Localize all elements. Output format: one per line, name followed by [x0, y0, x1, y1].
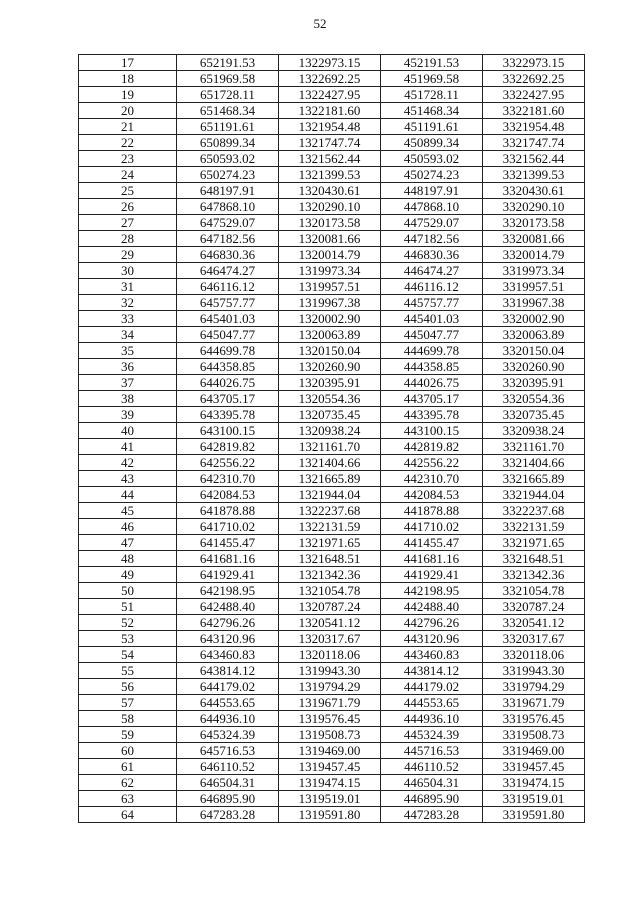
- y1-coordinate-cell: 1320260.90: [279, 359, 381, 375]
- point-number-cell: 29: [79, 247, 177, 263]
- table-row: [79, 663, 585, 679]
- x2-coordinate-cell: 447283.28: [381, 807, 483, 823]
- y2-coordinate-cell: 3321954.48: [483, 119, 585, 135]
- table-row: [79, 615, 585, 631]
- x2-coordinate-cell: 452191.53: [381, 55, 483, 71]
- y2-coordinate-cell: 3320260.90: [483, 359, 585, 375]
- point-number-cell: 41: [79, 439, 177, 455]
- x1-coordinate-cell: 646830.36: [177, 247, 279, 263]
- y2-coordinate-cell: 3322131.59: [483, 519, 585, 535]
- table-row: [79, 551, 585, 567]
- point-number-cell: 48: [79, 551, 177, 567]
- x1-coordinate-cell: 641710.02: [177, 519, 279, 535]
- table-row: [79, 263, 585, 279]
- x1-coordinate-cell: 646895.90: [177, 791, 279, 807]
- x2-coordinate-cell: 450274.23: [381, 167, 483, 183]
- point-number-cell: 58: [79, 711, 177, 727]
- y1-coordinate-cell: 1321054.78: [279, 583, 381, 599]
- y1-coordinate-cell: 1319508.73: [279, 727, 381, 743]
- point-number-cell: 62: [79, 775, 177, 791]
- y2-coordinate-cell: 3320541.12: [483, 615, 585, 631]
- table-row: [79, 631, 585, 647]
- y2-coordinate-cell: 3319973.34: [483, 263, 585, 279]
- y2-coordinate-cell: 3320081.66: [483, 231, 585, 247]
- y1-coordinate-cell: 1320938.24: [279, 423, 381, 439]
- y1-coordinate-cell: 1322181.60: [279, 103, 381, 119]
- y2-coordinate-cell: 3320014.79: [483, 247, 585, 263]
- x1-coordinate-cell: 644026.75: [177, 375, 279, 391]
- y1-coordinate-cell: 1321161.70: [279, 439, 381, 455]
- y1-coordinate-cell: 1320554.36: [279, 391, 381, 407]
- y1-coordinate-cell: 1321971.65: [279, 535, 381, 551]
- table-row: [79, 311, 585, 327]
- x1-coordinate-cell: 647868.10: [177, 199, 279, 215]
- table-row: [79, 791, 585, 807]
- point-number-cell: 18: [79, 71, 177, 87]
- table-row: [79, 359, 585, 375]
- y1-coordinate-cell: 1322973.15: [279, 55, 381, 71]
- point-number-cell: 45: [79, 503, 177, 519]
- y2-coordinate-cell: 3321971.65: [483, 535, 585, 551]
- table-row: [79, 391, 585, 407]
- table-row: [79, 327, 585, 343]
- table-row: [79, 471, 585, 487]
- point-number-cell: 38: [79, 391, 177, 407]
- x2-coordinate-cell: 446830.36: [381, 247, 483, 263]
- x1-coordinate-cell: 651728.11: [177, 87, 279, 103]
- x2-coordinate-cell: 446474.27: [381, 263, 483, 279]
- y1-coordinate-cell: 1321648.51: [279, 551, 381, 567]
- point-number-cell: 33: [79, 311, 177, 327]
- coordinates-table-body: [79, 55, 585, 823]
- table-row: [79, 455, 585, 471]
- y2-coordinate-cell: 3320735.45: [483, 407, 585, 423]
- x2-coordinate-cell: 451728.11: [381, 87, 483, 103]
- table-row: [79, 423, 585, 439]
- x1-coordinate-cell: 642198.95: [177, 583, 279, 599]
- y2-coordinate-cell: 3319469.00: [483, 743, 585, 759]
- y2-coordinate-cell: 3322973.15: [483, 55, 585, 71]
- y1-coordinate-cell: 1321404.66: [279, 455, 381, 471]
- point-number-cell: 37: [79, 375, 177, 391]
- point-number-cell: 35: [79, 343, 177, 359]
- y2-coordinate-cell: 3319671.79: [483, 695, 585, 711]
- table-row: [79, 535, 585, 551]
- y1-coordinate-cell: 1319957.51: [279, 279, 381, 295]
- y2-coordinate-cell: 3322427.95: [483, 87, 585, 103]
- table-row: [79, 743, 585, 759]
- y1-coordinate-cell: 1320118.06: [279, 647, 381, 663]
- x2-coordinate-cell: 442556.22: [381, 455, 483, 471]
- point-number-cell: 46: [79, 519, 177, 535]
- point-number-cell: 22: [79, 135, 177, 151]
- point-number-cell: 50: [79, 583, 177, 599]
- point-number-cell: 52: [79, 615, 177, 631]
- table-row: [79, 215, 585, 231]
- x1-coordinate-cell: 642084.53: [177, 487, 279, 503]
- table-row: [79, 55, 585, 71]
- y2-coordinate-cell: 3319967.38: [483, 295, 585, 311]
- y1-coordinate-cell: 1320541.12: [279, 615, 381, 631]
- y2-coordinate-cell: 3320554.36: [483, 391, 585, 407]
- table-row: [79, 231, 585, 247]
- table-row: [79, 519, 585, 535]
- point-number-cell: 23: [79, 151, 177, 167]
- y1-coordinate-cell: 1319671.79: [279, 695, 381, 711]
- table-row: [79, 71, 585, 87]
- table-row: [79, 439, 585, 455]
- y1-coordinate-cell: 1319591.80: [279, 807, 381, 823]
- x1-coordinate-cell: 645401.03: [177, 311, 279, 327]
- x1-coordinate-cell: 642796.26: [177, 615, 279, 631]
- point-number-cell: 27: [79, 215, 177, 231]
- y1-coordinate-cell: 1321665.89: [279, 471, 381, 487]
- table-row: [79, 87, 585, 103]
- x1-coordinate-cell: 644553.65: [177, 695, 279, 711]
- x1-coordinate-cell: 647529.07: [177, 215, 279, 231]
- table-row: [79, 103, 585, 119]
- point-number-cell: 17: [79, 55, 177, 71]
- table-row: [79, 407, 585, 423]
- point-number-cell: 40: [79, 423, 177, 439]
- x2-coordinate-cell: 446504.31: [381, 775, 483, 791]
- x1-coordinate-cell: 642310.70: [177, 471, 279, 487]
- x1-coordinate-cell: 643120.96: [177, 631, 279, 647]
- y1-coordinate-cell: 1320317.67: [279, 631, 381, 647]
- x2-coordinate-cell: 441929.41: [381, 567, 483, 583]
- x2-coordinate-cell: 446895.90: [381, 791, 483, 807]
- x2-coordinate-cell: 444026.75: [381, 375, 483, 391]
- table-row: [79, 343, 585, 359]
- point-number-cell: 49: [79, 567, 177, 583]
- x1-coordinate-cell: 643100.15: [177, 423, 279, 439]
- point-number-cell: 54: [79, 647, 177, 663]
- x1-coordinate-cell: 650593.02: [177, 151, 279, 167]
- x2-coordinate-cell: 444358.85: [381, 359, 483, 375]
- x1-coordinate-cell: 643705.17: [177, 391, 279, 407]
- table-row: [79, 679, 585, 695]
- x2-coordinate-cell: 441710.02: [381, 519, 483, 535]
- y2-coordinate-cell: 3319794.29: [483, 679, 585, 695]
- y1-coordinate-cell: 1320081.66: [279, 231, 381, 247]
- x1-coordinate-cell: 641455.47: [177, 535, 279, 551]
- y2-coordinate-cell: 3321562.44: [483, 151, 585, 167]
- table-row: [79, 503, 585, 519]
- table-row: [79, 599, 585, 615]
- y2-coordinate-cell: 3321399.53: [483, 167, 585, 183]
- point-number-cell: 25: [79, 183, 177, 199]
- table-row: [79, 295, 585, 311]
- point-number-cell: 39: [79, 407, 177, 423]
- point-number-cell: 59: [79, 727, 177, 743]
- point-number-cell: 56: [79, 679, 177, 695]
- table-row: [79, 775, 585, 791]
- y1-coordinate-cell: 1320173.58: [279, 215, 381, 231]
- x2-coordinate-cell: 444179.02: [381, 679, 483, 695]
- page-number: 52: [313, 16, 327, 31]
- x1-coordinate-cell: 641878.88: [177, 503, 279, 519]
- x2-coordinate-cell: 441681.16: [381, 551, 483, 567]
- x1-coordinate-cell: 646504.31: [177, 775, 279, 791]
- x1-coordinate-cell: 643814.12: [177, 663, 279, 679]
- y1-coordinate-cell: 1319469.00: [279, 743, 381, 759]
- x2-coordinate-cell: 444936.10: [381, 711, 483, 727]
- point-number-cell: 64: [79, 807, 177, 823]
- x1-coordinate-cell: 646110.52: [177, 759, 279, 775]
- y1-coordinate-cell: 1320735.45: [279, 407, 381, 423]
- table-row: [79, 375, 585, 391]
- x2-coordinate-cell: 451468.34: [381, 103, 483, 119]
- y2-coordinate-cell: 3320002.90: [483, 311, 585, 327]
- x1-coordinate-cell: 642556.22: [177, 455, 279, 471]
- y2-coordinate-cell: 3320395.91: [483, 375, 585, 391]
- x2-coordinate-cell: 445716.53: [381, 743, 483, 759]
- x2-coordinate-cell: 441455.47: [381, 535, 483, 551]
- y1-coordinate-cell: 1321954.48: [279, 119, 381, 135]
- table-row: [79, 247, 585, 263]
- x1-coordinate-cell: 641681.16: [177, 551, 279, 567]
- point-number-cell: 43: [79, 471, 177, 487]
- x2-coordinate-cell: 442796.26: [381, 615, 483, 631]
- table-row: [79, 647, 585, 663]
- x2-coordinate-cell: 447182.56: [381, 231, 483, 247]
- y1-coordinate-cell: 1319457.45: [279, 759, 381, 775]
- y1-coordinate-cell: 1321399.53: [279, 167, 381, 183]
- y2-coordinate-cell: 3319474.15: [483, 775, 585, 791]
- x2-coordinate-cell: 450899.34: [381, 135, 483, 151]
- x2-coordinate-cell: 442198.95: [381, 583, 483, 599]
- x1-coordinate-cell: 641929.41: [177, 567, 279, 583]
- x1-coordinate-cell: 646116.12: [177, 279, 279, 295]
- x2-coordinate-cell: 442819.82: [381, 439, 483, 455]
- coordinates-table: [78, 54, 585, 823]
- x2-coordinate-cell: 451191.61: [381, 119, 483, 135]
- x1-coordinate-cell: 651468.34: [177, 103, 279, 119]
- y1-coordinate-cell: 1319794.29: [279, 679, 381, 695]
- point-number-cell: 32: [79, 295, 177, 311]
- y1-coordinate-cell: 1322692.25: [279, 71, 381, 87]
- point-number-cell: 26: [79, 199, 177, 215]
- y1-coordinate-cell: 1320787.24: [279, 599, 381, 615]
- x1-coordinate-cell: 645757.77: [177, 295, 279, 311]
- x2-coordinate-cell: 443100.15: [381, 423, 483, 439]
- y2-coordinate-cell: 3321944.04: [483, 487, 585, 503]
- x1-coordinate-cell: 644358.85: [177, 359, 279, 375]
- x2-coordinate-cell: 447529.07: [381, 215, 483, 231]
- x2-coordinate-cell: 445047.77: [381, 327, 483, 343]
- y2-coordinate-cell: 3319576.45: [483, 711, 585, 727]
- x1-coordinate-cell: 642488.40: [177, 599, 279, 615]
- x2-coordinate-cell: 448197.91: [381, 183, 483, 199]
- y1-coordinate-cell: 1320150.04: [279, 343, 381, 359]
- y1-coordinate-cell: 1319943.30: [279, 663, 381, 679]
- x2-coordinate-cell: 450593.02: [381, 151, 483, 167]
- x2-coordinate-cell: 443120.96: [381, 631, 483, 647]
- point-number-cell: 51: [79, 599, 177, 615]
- y2-coordinate-cell: 3320938.24: [483, 423, 585, 439]
- point-number-cell: 57: [79, 695, 177, 711]
- y2-coordinate-cell: 3321648.51: [483, 551, 585, 567]
- y2-coordinate-cell: 3322237.68: [483, 503, 585, 519]
- y2-coordinate-cell: 3321342.36: [483, 567, 585, 583]
- y1-coordinate-cell: 1320063.89: [279, 327, 381, 343]
- x1-coordinate-cell: 652191.53: [177, 55, 279, 71]
- y2-coordinate-cell: 3320063.89: [483, 327, 585, 343]
- x2-coordinate-cell: 446116.12: [381, 279, 483, 295]
- y2-coordinate-cell: 3319508.73: [483, 727, 585, 743]
- x1-coordinate-cell: 644179.02: [177, 679, 279, 695]
- x1-coordinate-cell: 642819.82: [177, 439, 279, 455]
- point-number-cell: 44: [79, 487, 177, 503]
- table-row: [79, 727, 585, 743]
- x2-coordinate-cell: 445324.39: [381, 727, 483, 743]
- y1-coordinate-cell: 1319973.34: [279, 263, 381, 279]
- x2-coordinate-cell: 443395.78: [381, 407, 483, 423]
- x2-coordinate-cell: 447868.10: [381, 199, 483, 215]
- y2-coordinate-cell: 3320317.67: [483, 631, 585, 647]
- x2-coordinate-cell: 446110.52: [381, 759, 483, 775]
- x2-coordinate-cell: 451969.58: [381, 71, 483, 87]
- x1-coordinate-cell: 650274.23: [177, 167, 279, 183]
- point-number-cell: 63: [79, 791, 177, 807]
- y1-coordinate-cell: 1321747.74: [279, 135, 381, 151]
- x2-coordinate-cell: 443814.12: [381, 663, 483, 679]
- table-row: [79, 279, 585, 295]
- x2-coordinate-cell: 443705.17: [381, 391, 483, 407]
- point-number-cell: 36: [79, 359, 177, 375]
- y1-coordinate-cell: 1322131.59: [279, 519, 381, 535]
- y1-coordinate-cell: 1321944.04: [279, 487, 381, 503]
- x2-coordinate-cell: 442488.40: [381, 599, 483, 615]
- point-number-cell: 55: [79, 663, 177, 679]
- y2-coordinate-cell: 3320430.61: [483, 183, 585, 199]
- y2-coordinate-cell: 3320290.10: [483, 199, 585, 215]
- table-row: [79, 135, 585, 151]
- table-row: [79, 119, 585, 135]
- y2-coordinate-cell: 3319957.51: [483, 279, 585, 295]
- x1-coordinate-cell: 645716.53: [177, 743, 279, 759]
- y1-coordinate-cell: 1320290.10: [279, 199, 381, 215]
- x2-coordinate-cell: 444699.78: [381, 343, 483, 359]
- x1-coordinate-cell: 644699.78: [177, 343, 279, 359]
- y2-coordinate-cell: 3320787.24: [483, 599, 585, 615]
- y1-coordinate-cell: 1322237.68: [279, 503, 381, 519]
- y1-coordinate-cell: 1320014.79: [279, 247, 381, 263]
- y2-coordinate-cell: 3320118.06: [483, 647, 585, 663]
- point-number-cell: 28: [79, 231, 177, 247]
- y1-coordinate-cell: 1319474.15: [279, 775, 381, 791]
- y1-coordinate-cell: 1320395.91: [279, 375, 381, 391]
- y1-coordinate-cell: 1320430.61: [279, 183, 381, 199]
- x1-coordinate-cell: 647182.56: [177, 231, 279, 247]
- x1-coordinate-cell: 643395.78: [177, 407, 279, 423]
- point-number-cell: 19: [79, 87, 177, 103]
- y2-coordinate-cell: 3320173.58: [483, 215, 585, 231]
- point-number-cell: 31: [79, 279, 177, 295]
- y1-coordinate-cell: 1319576.45: [279, 711, 381, 727]
- table-row: [79, 567, 585, 583]
- y2-coordinate-cell: 3321404.66: [483, 455, 585, 471]
- y2-coordinate-cell: 3319457.45: [483, 759, 585, 775]
- point-number-cell: 34: [79, 327, 177, 343]
- x2-coordinate-cell: 441878.88: [381, 503, 483, 519]
- y2-coordinate-cell: 3319943.30: [483, 663, 585, 679]
- x1-coordinate-cell: 651191.61: [177, 119, 279, 135]
- point-number-cell: 21: [79, 119, 177, 135]
- point-number-cell: 60: [79, 743, 177, 759]
- x1-coordinate-cell: 650899.34: [177, 135, 279, 151]
- y1-coordinate-cell: 1321562.44: [279, 151, 381, 167]
- x1-coordinate-cell: 645324.39: [177, 727, 279, 743]
- point-number-cell: 53: [79, 631, 177, 647]
- x2-coordinate-cell: 443460.83: [381, 647, 483, 663]
- y2-coordinate-cell: 3321161.70: [483, 439, 585, 455]
- y2-coordinate-cell: 3320150.04: [483, 343, 585, 359]
- x1-coordinate-cell: 648197.91: [177, 183, 279, 199]
- y2-coordinate-cell: 3322692.25: [483, 71, 585, 87]
- table-row: [79, 199, 585, 215]
- table-row: [79, 807, 585, 823]
- point-number-cell: 42: [79, 455, 177, 471]
- y2-coordinate-cell: 3319519.01: [483, 791, 585, 807]
- point-number-cell: 24: [79, 167, 177, 183]
- table-row: [79, 487, 585, 503]
- x1-coordinate-cell: 651969.58: [177, 71, 279, 87]
- x1-coordinate-cell: 644936.10: [177, 711, 279, 727]
- x2-coordinate-cell: 442084.53: [381, 487, 483, 503]
- y1-coordinate-cell: 1322427.95: [279, 87, 381, 103]
- y1-coordinate-cell: 1321342.36: [279, 567, 381, 583]
- y1-coordinate-cell: 1320002.90: [279, 311, 381, 327]
- x2-coordinate-cell: 444553.65: [381, 695, 483, 711]
- x2-coordinate-cell: 442310.70: [381, 471, 483, 487]
- x1-coordinate-cell: 643460.83: [177, 647, 279, 663]
- y1-coordinate-cell: 1319967.38: [279, 295, 381, 311]
- point-number-cell: 47: [79, 535, 177, 551]
- table-row: [79, 711, 585, 727]
- y1-coordinate-cell: 1319519.01: [279, 791, 381, 807]
- table-row: [79, 695, 585, 711]
- point-number-cell: 30: [79, 263, 177, 279]
- table-row: [79, 183, 585, 199]
- x1-coordinate-cell: 646474.27: [177, 263, 279, 279]
- y2-coordinate-cell: 3322181.60: [483, 103, 585, 119]
- x2-coordinate-cell: 445401.03: [381, 311, 483, 327]
- table-row: [79, 167, 585, 183]
- table-row: [79, 759, 585, 775]
- x1-coordinate-cell: 647283.28: [177, 807, 279, 823]
- y2-coordinate-cell: 3321054.78: [483, 583, 585, 599]
- table-row: [79, 151, 585, 167]
- point-number-cell: 61: [79, 759, 177, 775]
- y2-coordinate-cell: 3319591.80: [483, 807, 585, 823]
- x2-coordinate-cell: 445757.77: [381, 295, 483, 311]
- x1-coordinate-cell: 645047.77: [177, 327, 279, 343]
- table-row: [79, 583, 585, 599]
- y2-coordinate-cell: 3321747.74: [483, 135, 585, 151]
- y2-coordinate-cell: 3321665.89: [483, 471, 585, 487]
- point-number-cell: 20: [79, 103, 177, 119]
